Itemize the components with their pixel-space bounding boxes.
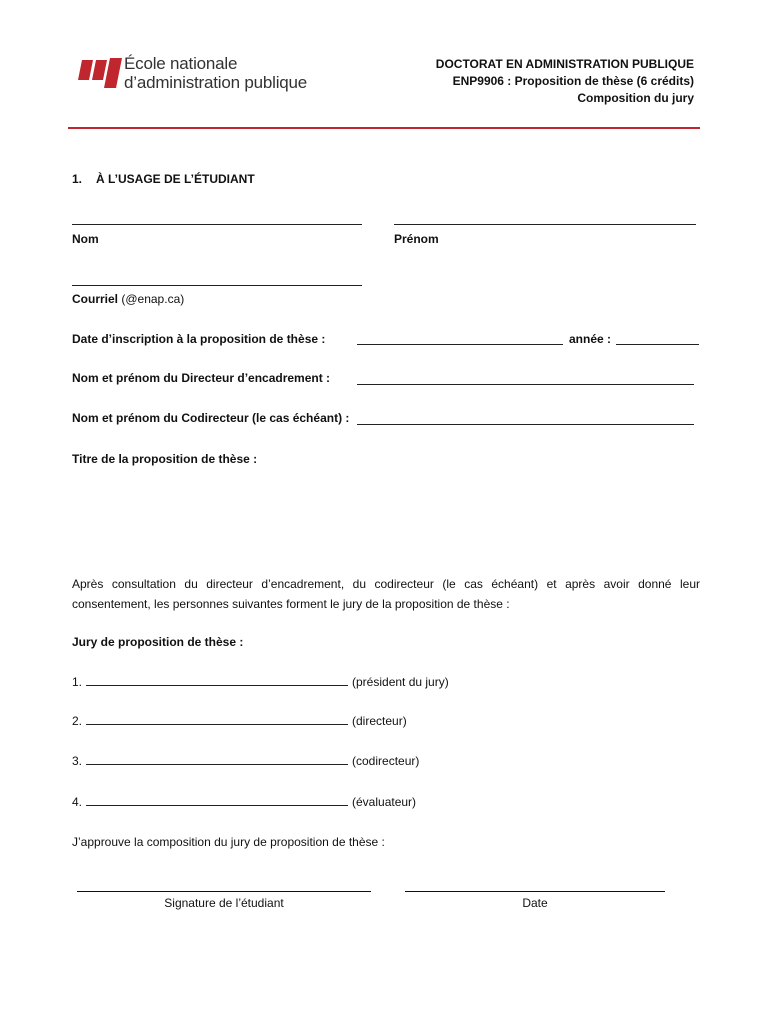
enap-logo-mark — [78, 58, 128, 88]
course-title: ENP9906 : Proposition de thèse (6 crédits) — [452, 74, 694, 88]
approval-text: J’approuve la composition du jury de proposition de thèse : — [72, 835, 385, 849]
jury-name-line[interactable] — [86, 714, 348, 725]
jury-member-1 — [72, 675, 449, 689]
directeur-line[interactable] — [357, 384, 694, 385]
jury-name-line[interactable] — [86, 675, 348, 686]
program-title: DOCTORAT EN ADMINISTRATION PUBLIQUE — [435, 57, 694, 71]
jury-member-3 — [72, 754, 419, 768]
courriel-line[interactable] — [72, 285, 362, 286]
codirecteur-label: Nom et prénom du Codirecteur (le cas échéant) : — [72, 411, 350, 425]
jury-number: 1. — [72, 675, 83, 689]
date-inscription-line[interactable] — [357, 344, 563, 345]
prenom-label: Prénom — [394, 232, 439, 246]
nom-line[interactable] — [72, 224, 362, 225]
document-subject: Composition du jury — [577, 91, 694, 105]
annee-line[interactable] — [616, 344, 699, 345]
school-name-line1: École nationale — [124, 54, 238, 73]
directeur-label: Nom et prénom du Directeur d’encadrement : — [72, 371, 331, 385]
courriel-label-group — [72, 292, 184, 306]
prenom-line[interactable] — [394, 224, 696, 225]
section-title: À L’USAGE DE L’ÉTUDIANT — [96, 172, 255, 186]
nom-label: Nom — [72, 232, 99, 246]
signature-label: Signature de l’étudiant — [164, 896, 284, 910]
date-inscription-label: Date d’inscription à la proposition de thèse : — [72, 332, 326, 346]
school-name — [124, 54, 307, 92]
jury-member-4 — [72, 795, 416, 809]
titre-label: Titre de la proposition de thèse : — [72, 452, 258, 466]
jury-number: 4. — [72, 795, 83, 809]
section-number: 1. — [72, 172, 83, 186]
courriel-label: Courriel — [72, 292, 119, 306]
jury-member-2 — [72, 714, 407, 728]
courriel-hint: (@enap.ca) — [121, 292, 185, 306]
jury-name-line[interactable] — [86, 795, 348, 806]
date-label: Date — [522, 896, 548, 910]
section-heading — [72, 172, 255, 186]
codirecteur-line[interactable] — [357, 424, 694, 425]
date-line[interactable] — [405, 891, 665, 892]
header-divider — [68, 127, 700, 129]
school-name-line2: d’administration publique — [124, 73, 308, 92]
jury-role: (directeur) — [352, 714, 407, 728]
jury-heading: Jury de proposition de thèse : — [72, 635, 244, 649]
jury-number: 2. — [72, 714, 83, 728]
signature-line[interactable] — [77, 891, 371, 892]
jury-role: (codirecteur) — [352, 754, 420, 768]
jury-name-line[interactable] — [86, 754, 348, 765]
annee-label: année : — [569, 332, 612, 346]
jury-number: 3. — [72, 754, 83, 768]
consent-paragraph: Après consultation du directeur d’encadrement, du codirecteur (le cas échéant) et après avoir donné leur consentement, les personnes suivantes forment le jury de la proposition de thèse : — [72, 577, 700, 611]
titre-field[interactable] — [72, 470, 700, 560]
jury-role: (évaluateur) — [352, 795, 417, 809]
jury-role: (président du jury) — [352, 675, 449, 689]
